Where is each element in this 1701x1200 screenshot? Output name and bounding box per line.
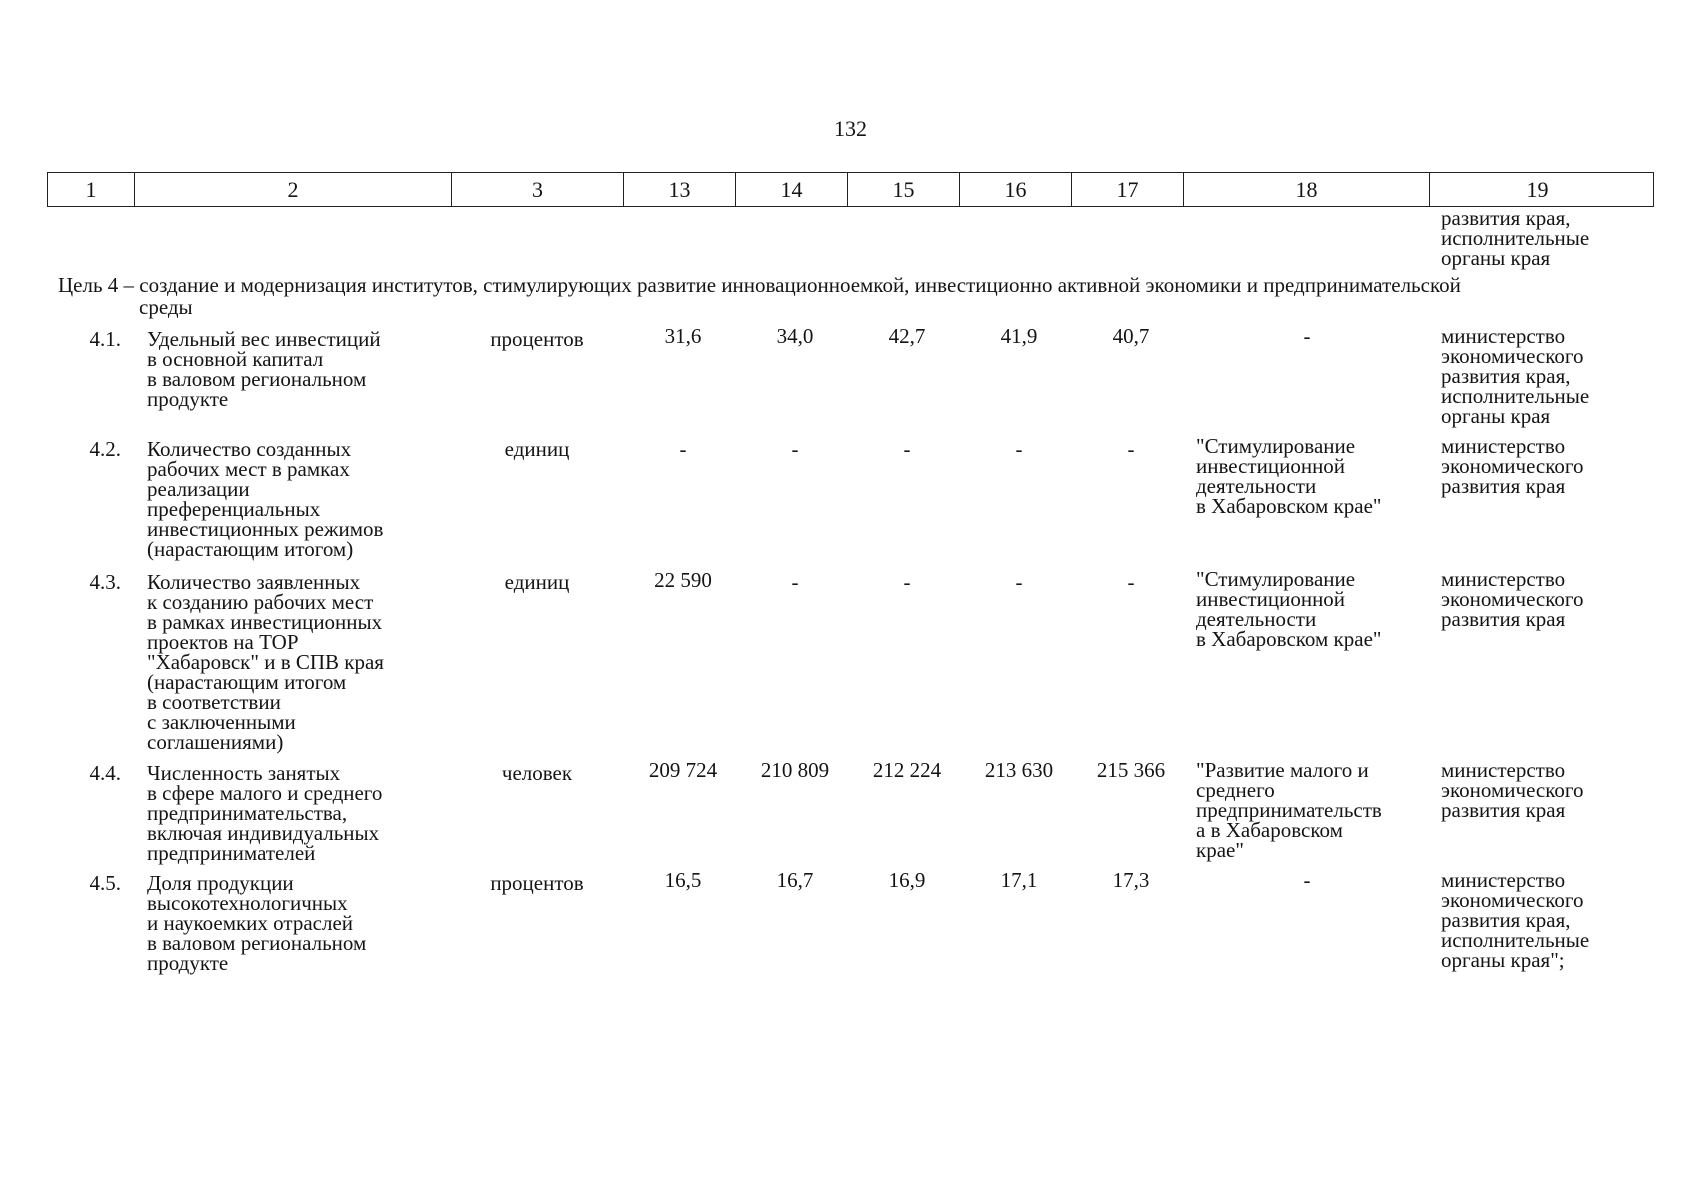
indicator-name: Удельный вес инвестиций в основной капитал в валовом региональном продукте (147, 327, 381, 411)
value-17: 17,3 (1112, 868, 1150, 892)
program: "Стимулирование инвестиционной деятельности в Хабаровском крае" (1196, 434, 1382, 518)
value-17: - (1127, 437, 1135, 461)
value-13: 22 590 (654, 568, 712, 592)
value-17: 40,7 (1112, 324, 1150, 348)
row-number: 4.4. (89, 761, 121, 785)
unit: процентов (490, 327, 584, 351)
value-15: 212 224 (872, 758, 942, 782)
program: - (1303, 868, 1311, 892)
program: "Развитие малого и среднего предпринимательств а в Хабаровском крае" (1196, 758, 1382, 862)
header-col-14: 14 (736, 173, 848, 206)
page-number: 132 (834, 116, 867, 141)
unit: единиц (504, 570, 570, 594)
value-13: 16,5 (664, 868, 702, 892)
header-col-2: 2 (135, 173, 452, 206)
value-16: - (1015, 437, 1023, 461)
value-14: 34,0 (776, 324, 814, 348)
value-13: - (679, 437, 687, 461)
value-14: 16,7 (776, 868, 814, 892)
program: - (1303, 324, 1311, 348)
value-16: 17,1 (1000, 868, 1038, 892)
header-col-19: 19 (1526, 176, 1549, 202)
responsible: министерство экономического развития края, исполнительные органы края"; (1441, 868, 1590, 972)
header-col-15: 15 (848, 173, 960, 206)
value-16: 213 630 (984, 758, 1054, 782)
responsible: министерство экономического развития края (1441, 567, 1584, 631)
value-13: 209 724 (648, 758, 718, 782)
header-col-16: 16 (960, 173, 1072, 206)
program: "Стимулирование инвестиционной деятельности в Хабаровском крае" (1196, 567, 1382, 651)
header-col-13: 13 (624, 173, 736, 206)
unit: единиц (504, 437, 570, 461)
goal-heading-continuation: среды (139, 295, 193, 319)
table-header (47, 172, 1654, 207)
header-col-17: 17 (1072, 173, 1184, 206)
continuation-responsible: развития края, исполнительные органы края (1441, 206, 1590, 270)
value-16: 41,9 (1000, 324, 1038, 348)
responsible: министерство экономического развития края (1441, 434, 1584, 498)
value-17: - (1127, 570, 1135, 594)
indicator-name: Количество заявленных к созданию рабочих мест в рамках инвестиционных проектов на ТОР "Хабаровск" и в СПВ края (нарастающим итогом в соответствии с заключенными соглашениями) (147, 570, 384, 754)
value-15: - (903, 570, 911, 594)
row-number: 4.5. (89, 871, 121, 895)
value-15: 42,7 (888, 324, 926, 348)
value-17: 215 366 (1096, 758, 1166, 782)
indicator-name: Численность занятых в сфере малого и среднего предпринимательства, включая индивидуальных предпринимателей (147, 761, 383, 865)
goal-heading: Цель 4 – создание и модернизация институтов, стимулирующих развитие инновационноемкой, инвестиционно активной экономики и предпринимательской (58, 273, 1461, 297)
indicator-name: Доля продукции высокотехнологичных и наукоемких отраслей в валовом региональном продукте (147, 871, 367, 975)
row-number: 4.1. (89, 327, 121, 351)
header-col-18: 18 (1184, 173, 1430, 206)
unit: процентов (490, 871, 584, 895)
value-14: 210 809 (760, 758, 830, 782)
value-13: 31,6 (664, 324, 702, 348)
value-15: - (903, 437, 911, 461)
value-14: - (791, 570, 799, 594)
value-16: - (1015, 570, 1023, 594)
value-14: - (791, 437, 799, 461)
header-col-3: 3 (452, 173, 624, 206)
value-15: 16,9 (888, 868, 926, 892)
unit: человек (501, 761, 573, 785)
responsible: министерство экономического развития края (1441, 758, 1584, 822)
row-number: 4.2. (89, 437, 121, 461)
header-col-1: 1 (48, 173, 135, 206)
responsible: министерство экономического развития края, исполнительные органы края (1441, 324, 1590, 428)
row-number: 4.3. (89, 570, 121, 594)
indicator-name: Количество созданных рабочих мест в рамках реализации преференциальных инвестиционных режимов (нарастающим итогом) (147, 437, 384, 561)
